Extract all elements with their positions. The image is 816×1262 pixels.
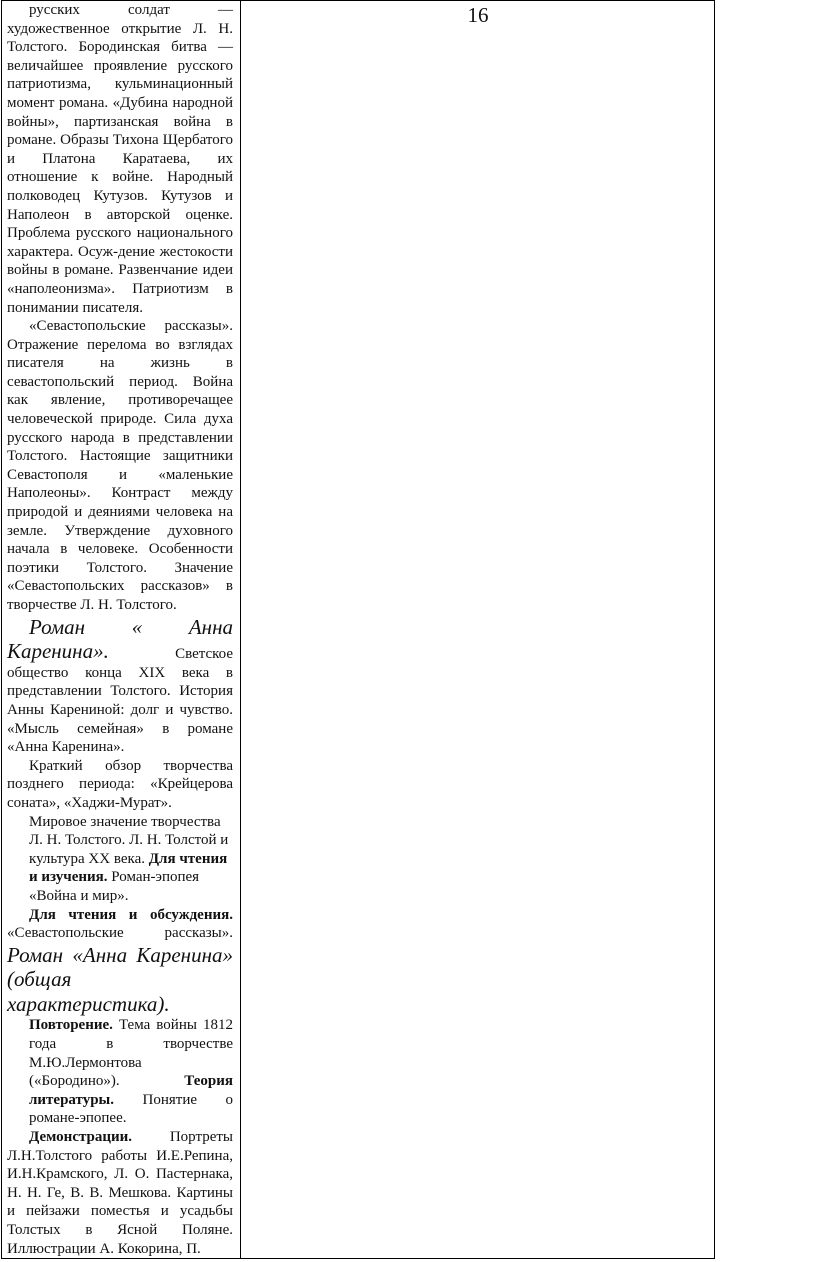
paragraph-late-period: Краткий обзор творчества позднего периода: «Крейцерова соната», «Хаджи-Мурат». [7,757,233,811]
repetition-text: Тема войны 1812 года в творчестве М.Ю.Лермонтова («Бородино»). [29,1017,233,1090]
demonstrations-text: Портреты Л.Н.Толстого работы И.Е.Репина, И.Н.Крамского, Л. О. Пастернака, Н. Н. Ге, В. В. Мешкова. Картины и пейзажи поместья и усадьбы Толстых в Ясной Поляне. Иллюстрации А. Кокорина, П. [7,1129,233,1257]
paragraph-discussion [7,906,233,1017]
page-table [1,0,715,1259]
column-divider [240,1,241,1258]
discussion-label: Для чтения и обсуждения. [29,906,233,923]
anna-karenina-heading: Роман « Анна Каренина». [7,614,233,664]
paragraph-sevastopol: «Севастопольские рассказы». Отражение перелома во взглядах писателя на жизнь в севастопольский период. Война как явление, противоречащее человеческой природе. Сила духа русского народа в представлении Толстого. Настоящие защитники Севастополя и «маленькие Наполеоны». Контраст между природой и деяниями человека на земле. Утверждение духовного начала в человеке. Особенности поэтики Толстого. Значение «Севастопольских рассказов» в творчестве Л. Н. Толстого. [7,318,233,613]
theory-label: Теория литературы. [29,1073,233,1108]
paragraph-demonstrations [7,1128,233,1258]
anna-karenina-text: Светское общество конца XIX века в представлении Толстого. История Анны Карениной: долг и чувство. «Мысль семейная» в романе «Анна Каренина». [7,646,233,756]
paragraph-world-significance [7,813,233,906]
paragraph-repetition [7,1016,233,1128]
demonstrations-label: Демонстрации. [29,1129,133,1146]
reading-study-label: Для чтения и изучения. [29,850,228,886]
left-column [4,1,233,1258]
repetition-label: Повторение. [29,1017,113,1034]
discussion-text: «Севастопольские рассказы». [7,925,233,942]
page-number: 16 [467,3,489,27]
paragraph-anna-karenina [7,615,233,757]
world-significance-text: Мировое значение творчества Л. Н. Толстого. Л. Н. Толстой и культура XX века. [29,813,229,867]
discussion-italic: Роман «Анна Каренина» (общая характеристика). [7,942,233,1016]
theory-text: Понятие о романе-эпопее. [29,1091,233,1127]
reading-study-text: Роман-эпопея «Война и мир». [29,869,200,904]
paragraph-war-and-peace: русских солдат — художественное открытие Л. Н. Толстого. Бородинская битва — величайшее проявление русского патриотизма, кульминационный момент романа. «Дубина народной войны», партизанская война в романе. Образы Тихона Щербатого и Платона Каратаева, их отношение к войне. Народный полководец Кутузов. Кутузов и Наполеон в авторской оценке. Проблема русского национального характера. Осуж-дение жестокости войны в романе. Развенчание идеи «наполеонизма». Патриотизм в понимании писателя. [7,2,233,316]
